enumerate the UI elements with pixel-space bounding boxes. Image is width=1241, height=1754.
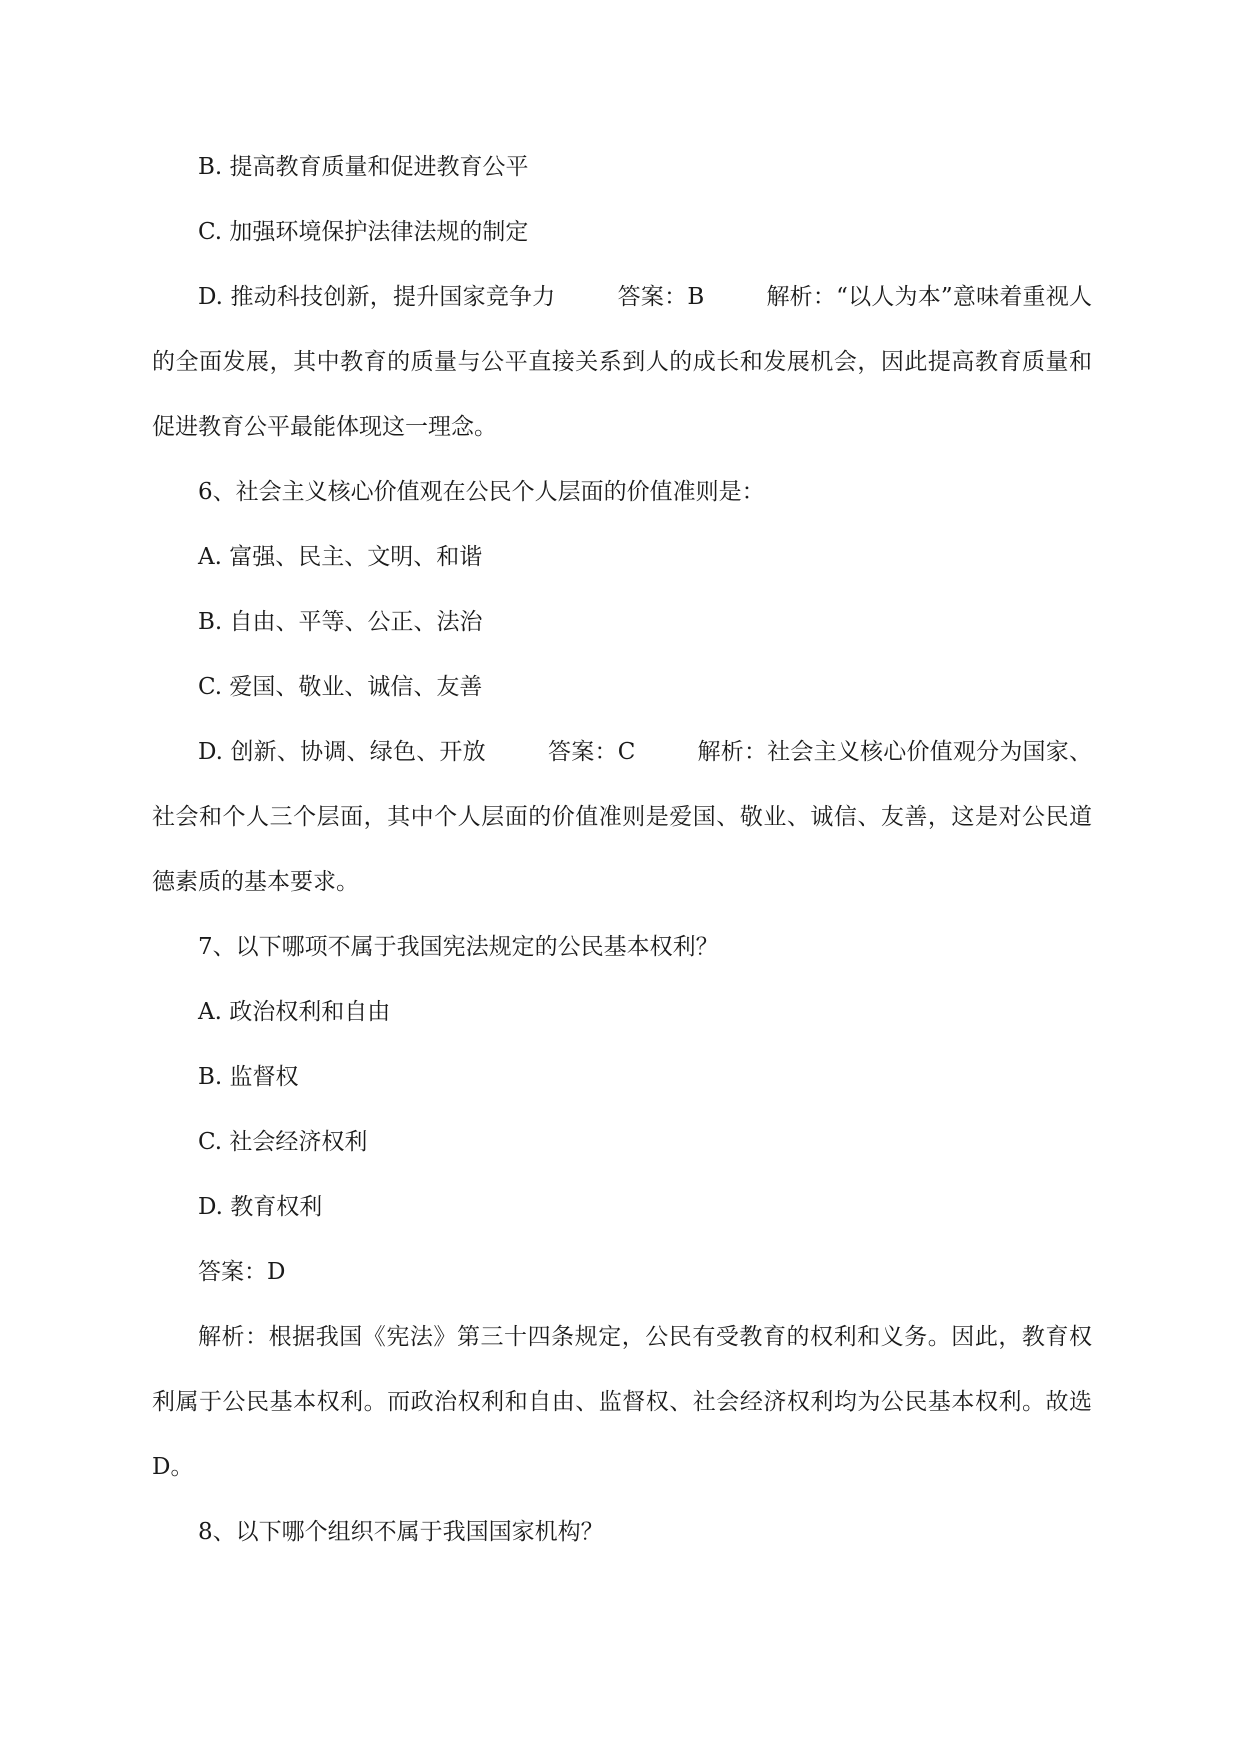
q5-option-d: D. 推动科技创新，提升国家竞争力 bbox=[198, 284, 556, 310]
q5-explanation: 解析：“以人为本”意味着重视人的全面发展，其中教育的质量与公平直接关系到人的成长和发展机会，因此提高教育质量和促进教育公平最能体现这一理念。 bbox=[152, 284, 1092, 440]
q5-option-c: C. 加强环境保护法律法规的制定 bbox=[198, 219, 529, 245]
q5-option-b: B. 提高教育质量和促进教育公平 bbox=[198, 154, 529, 180]
q7-explanation: 解析：根据我国《宪法》第三十四条规定，公民有受教育的权利和义务。因此，教育权利属于公民基本权利。而政治权利和自由、监督权、社会经济权利均为公民基本权利。故选D。 bbox=[152, 1324, 1092, 1480]
q7-question: 7、以下哪项不属于我国宪法规定的公民基本权利？ bbox=[198, 934, 719, 960]
q5-option-d-answer-explanation bbox=[152, 265, 1092, 460]
q7-answer: 答案：D bbox=[198, 1259, 286, 1285]
q6-option-a: A. 富强、民主、文明、和谐 bbox=[198, 544, 483, 570]
q6-option-b: B. 自由、平等、公正、法治 bbox=[198, 609, 483, 635]
q7-option-a: A. 政治权利和自由 bbox=[198, 999, 391, 1025]
q6-explanation: 解析：社会主义核心价值观分为国家、社会和个人三个层面，其中个人层面的价值准则是爱国、敬业、诚信、友善，这是对公民道德素质的基本要求。 bbox=[152, 739, 1092, 895]
q7-option-d: D. 教育权利 bbox=[198, 1194, 323, 1220]
q7-option-c: C. 社会经济权利 bbox=[198, 1129, 368, 1155]
q6-question: 6、社会主义核心价值观在公民个人层面的价值准则是： bbox=[198, 479, 765, 505]
q8-question: 8、以下哪个组织不属于我国国家机构？ bbox=[198, 1519, 604, 1545]
q7-option-b: B. 监督权 bbox=[198, 1064, 299, 1090]
q6-answer: 答案：C bbox=[547, 739, 636, 765]
q6-option-c: C. 爱国、敬业、诚信、友善 bbox=[198, 674, 483, 700]
q6-option-d-answer-explanation bbox=[152, 720, 1092, 915]
q6-option-d: D. 创新、协调、绿色、开放 bbox=[198, 739, 486, 765]
q5-answer: 答案：B bbox=[617, 284, 705, 310]
